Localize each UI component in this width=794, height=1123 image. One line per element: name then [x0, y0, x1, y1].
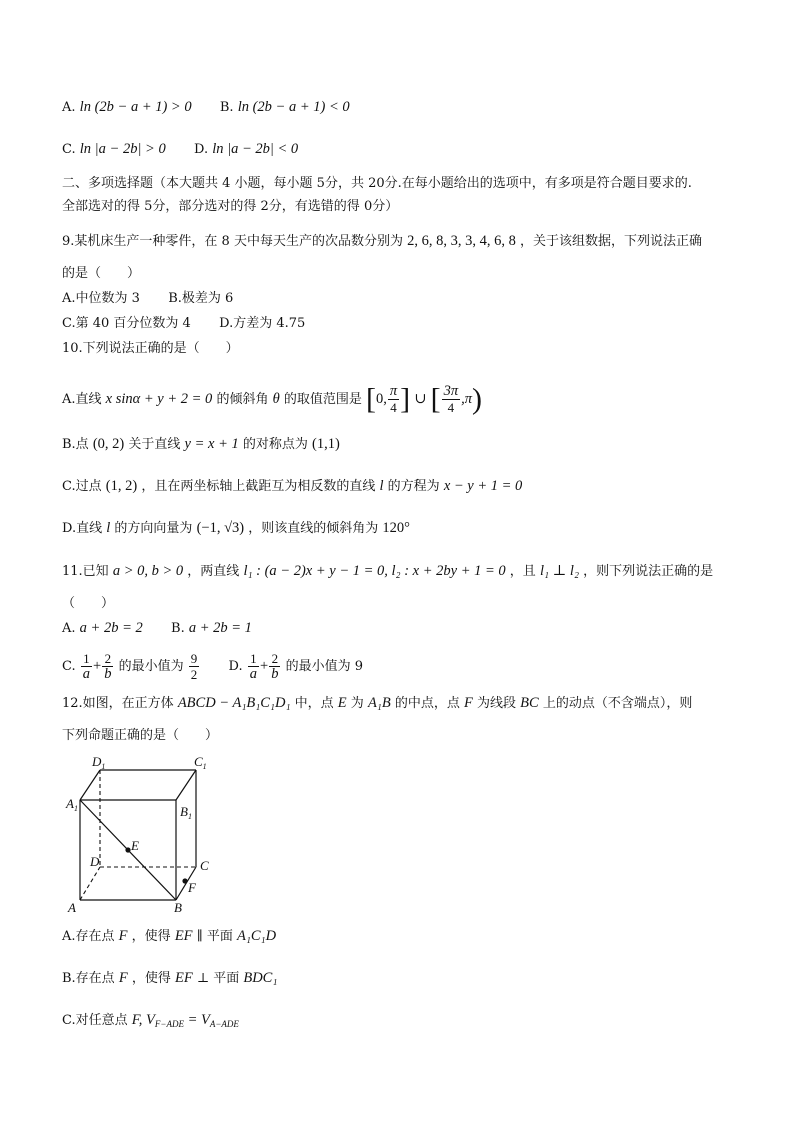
cube-figure — [58, 752, 228, 914]
q12-option-b — [62, 968, 277, 989]
label-f: F — [188, 880, 196, 895]
q12-stem-cont: 下列命题正确的是（ ） — [62, 728, 219, 743]
q12-c-text: C.对任意点 — [62, 1013, 128, 1028]
q12-point-f: F — [464, 695, 473, 711]
right-bracket: ] — [400, 382, 411, 416]
q10-d-l: l — [106, 520, 111, 536]
q10-a-text: 的倾斜角 — [216, 392, 269, 407]
q11-b-label: B. — [171, 621, 185, 636]
q9-options-row-2 — [62, 314, 305, 334]
q11-text-3: ，且 — [509, 564, 536, 579]
q11-d-text: 的最小值为 9 — [285, 659, 363, 674]
q12-option-c — [62, 1010, 239, 1034]
q12-c-sub1: F−ADE — [154, 1019, 184, 1029]
q10-d-text: 的方向向量为 — [114, 521, 193, 536]
q12-b-text: B.存在点 — [62, 971, 115, 986]
q9-option-a: A.中位数为 3 — [62, 291, 140, 306]
q10-b-text: 关于直线 — [128, 437, 181, 452]
q10-c-equation: x − y + 1 = 0 — [443, 478, 523, 494]
q9-option-b: B.极差为 6 — [168, 291, 234, 306]
q9-stem-text: 9.某机床生产一种零件，在 8 天中每天生产的次品数分别为 — [62, 234, 403, 249]
q10-c-point: (1, 2) — [105, 478, 138, 494]
q10-option-d — [62, 518, 410, 539]
q11-perpendicular: l₁ ⊥ l₂ — [539, 563, 579, 579]
fraction-pi-over-4: $\frac{\pi}{4}$ — [389, 383, 398, 415]
q10-b-prefix: B.点 — [62, 437, 89, 452]
q8-option-b-expr: ln (2b − a + 1) < 0 — [237, 99, 350, 115]
q10-option-b — [62, 434, 340, 455]
q10-stem: 10.下列说法正确的是（ ） — [62, 341, 239, 356]
q12-text-5: 为线段 — [477, 696, 517, 711]
label-c1: $C_1$ — [194, 754, 207, 771]
point-e-dot — [125, 847, 130, 852]
q10-b-result: (1,1) — [312, 436, 340, 452]
left-bracket: [ — [366, 382, 377, 416]
q12-text-4: 的中点，点 — [394, 696, 460, 711]
q10-option-c — [62, 476, 522, 497]
q10-a-theta: θ — [272, 391, 280, 407]
q9-option-c: C.第 40 百分位数为 4 — [62, 316, 191, 331]
q12-point-e: E — [337, 695, 347, 711]
q10-a-prefix: A.直线 — [62, 392, 102, 407]
label-a1: $A_1$ — [66, 796, 78, 813]
q8-option-d-label: D. — [194, 142, 209, 157]
q12-b-text-2: ，使得 — [131, 971, 171, 986]
q10-c-text: ，且在两坐标轴上截距互为相反数的直线 — [141, 479, 376, 494]
q12-c-sub2: A−ADE — [209, 1019, 239, 1029]
q9-data: 2, 6, 8, 3, 3, 4, 6, 8 — [407, 233, 516, 249]
q9-stem-cont: 的是（ ） — [62, 266, 141, 281]
fraction-1-over-a: $\frac{1}{a}$ — [82, 651, 91, 682]
q12-b-perp: ⊥ 平面 — [196, 971, 240, 986]
q11-options-row-2 — [62, 651, 363, 682]
right-paren: ) — [472, 382, 483, 416]
q10-d-angle: 120° — [382, 520, 410, 536]
q12-text-3: 为 — [350, 696, 364, 711]
q8-option-d-expr: ln |a − 2b| < 0 — [212, 141, 299, 157]
label-b1: $B_1$ — [180, 804, 192, 821]
q10-c-text-2: 的方程为 — [387, 479, 440, 494]
plus-sign-2: + — [260, 658, 269, 674]
q12-a-text-2: ，使得 — [131, 929, 171, 944]
q12-a-text: A.存在点 — [62, 929, 115, 944]
q10-a-range-right: ,π — [461, 391, 473, 407]
label-e: E — [131, 838, 139, 853]
q12-b-f: F — [118, 970, 128, 986]
q11-paren: （ ） — [62, 596, 115, 611]
q11-text: 11.已知 — [62, 564, 109, 579]
q10-d-prefix: D.直线 — [62, 521, 103, 536]
fraction-2-over-b-2: $\frac{2}{b}$ — [271, 651, 279, 682]
q10-a-text-2: 的取值范围是 — [283, 392, 362, 407]
q9-option-d: D.方差为 4.75 — [219, 316, 306, 331]
q12-a-plane: A₁C₁D — [236, 928, 277, 944]
q8-option-b-label: B. — [219, 100, 234, 115]
q11-a-label: A. — [62, 621, 76, 636]
q10-a-equation: x sinα + y + 2 = 0 — [105, 391, 213, 407]
q12-stem — [62, 693, 692, 714]
q11-option-a: a + 2b = 2 — [79, 620, 143, 636]
left-bracket-2: [ — [430, 382, 441, 416]
q10-c-l: l — [379, 478, 384, 494]
q12-text-6: 上的动点（不含端点），则 — [542, 696, 693, 711]
q8-option-a-label: A. — [62, 100, 76, 115]
q8-option-row-1 — [62, 97, 350, 118]
fraction-2-over-b: $\frac{2}{b}$ — [104, 651, 112, 682]
label-c: C — [200, 858, 209, 873]
label-d1: $D_1$ — [92, 754, 106, 771]
q12-option-a — [62, 926, 276, 947]
q10-d-text-2: ，则该直线的倾斜角为 — [248, 521, 379, 536]
q11-condition: a > 0, b > 0 — [112, 563, 184, 579]
q10-option-a — [62, 384, 482, 415]
q12-segment-a1b: A₁B — [367, 695, 391, 711]
q11-d-label: D. — [228, 659, 243, 674]
q8-option-c-label: C. — [62, 142, 76, 157]
q10-c-prefix: C.过点 — [62, 479, 102, 494]
q11-text-4: ，则下列说法正确的是 — [583, 564, 714, 579]
q12-a-f: F — [118, 928, 128, 944]
section2-heading-line1: 二、多项选择题（本大题共 4 小题，每小题 5分，共 20分.在每小题给出的选项中，有多项是符合题目要求的. — [62, 176, 692, 191]
q10-a-range-left: 0, — [376, 391, 387, 407]
q9-stem — [62, 231, 702, 252]
label-d: D — [90, 854, 100, 869]
fraction-9-over-2: $\frac{9}{2}$ — [190, 651, 198, 682]
q12-text: 12.如图，在正方体 — [62, 696, 174, 711]
q12-cube: ABCD − A₁B₁C₁D₁ — [177, 695, 291, 711]
q8-option-a-expr: ln (2b − a + 1) > 0 — [79, 99, 192, 115]
fraction-1-over-a-2: $\frac{1}{a}$ — [249, 651, 258, 682]
q12-b-ef: EF — [174, 970, 193, 986]
q12-a-ef: EF — [174, 928, 193, 944]
q12-c-expr: F, V — [131, 1012, 155, 1028]
label-b: B — [174, 900, 182, 914]
q11-c-text: 的最小值为 — [118, 659, 184, 674]
label-a: A — [68, 900, 76, 914]
q11-text-2: ，两直线 — [187, 564, 240, 579]
q12-a-parallel: ∥ 平面 — [196, 929, 233, 944]
section2-heading-line2: 全部选对的得 5分，部分选对的得 2分，有选错的得 0分） — [62, 199, 399, 214]
q10-b-text-2: 的对称点为 — [242, 437, 308, 452]
q12-text-2: 中，点 — [294, 696, 334, 711]
fraction-3pi-over-4: $\frac{3\pi}{4}$ — [443, 383, 459, 415]
q10-b-line: y = x + 1 — [184, 436, 239, 452]
q10-d-vector: (−1, √3) — [196, 520, 245, 536]
q11-option-b: a + 2b = 1 — [188, 620, 252, 636]
plus-sign: + — [93, 658, 102, 674]
union-symbol: ∪ — [414, 391, 427, 407]
q8-option-c-expr: ln |a − 2b| > 0 — [79, 141, 166, 157]
point-f-dot — [182, 878, 187, 883]
q12-segment-bc: BC — [520, 695, 539, 711]
q11-c-label: C. — [62, 659, 76, 674]
q11-options-row-1 — [62, 618, 252, 639]
q10-b-point: (0, 2) — [92, 436, 125, 452]
q11-lines: l₁ : (a − 2)x + y − 1 = 0, l₂ : x + 2by + 1 = 0 — [243, 563, 506, 579]
q11-stem — [62, 561, 713, 582]
q12-b-plane: BDC₁ — [243, 970, 278, 986]
q9-options-row-1 — [62, 289, 233, 309]
q8-option-row-2 — [62, 139, 298, 160]
q9-stem-text-2: ，关于该组数据，下列说法正确 — [519, 234, 702, 249]
q12-c-eq: = V — [183, 1012, 210, 1028]
